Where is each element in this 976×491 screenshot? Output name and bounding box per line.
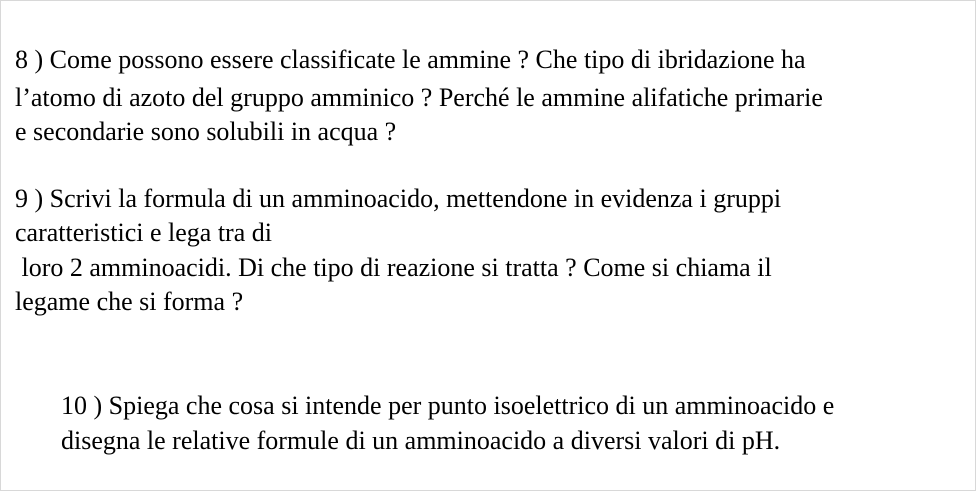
question-9-line-4: legame che si forma ?: [15, 287, 244, 316]
question-8-line-2: l’atomo di azoto del gruppo amminico ? Perché le ammine alifatiche primarie: [15, 83, 823, 112]
question-9-line-3: loro 2 amminoacidi. Di che tipo di reazione si tratta ? Come si chiama il: [15, 253, 772, 282]
question-8-line-1: 8 ) Come possono essere classificate le ammine ? Che tipo di ibridazione ha: [15, 45, 806, 74]
question-9-line-2: caratteristici e lega tra di: [15, 218, 272, 247]
question-9-line-1: 9 ) Scrivi la formula di un amminoacido, mettendone in evidenza i gruppi: [15, 184, 782, 213]
question-10-line-1: 10 ) Spiega che cosa si intende per punto isoelettrico di un amminoacido e: [61, 391, 835, 420]
question-10-line-2: disegna le relative formule di un amminoacido a diversi valori di pH.: [61, 426, 781, 455]
question-8-line-3: e secondarie sono solubili in acqua ?: [15, 117, 397, 146]
